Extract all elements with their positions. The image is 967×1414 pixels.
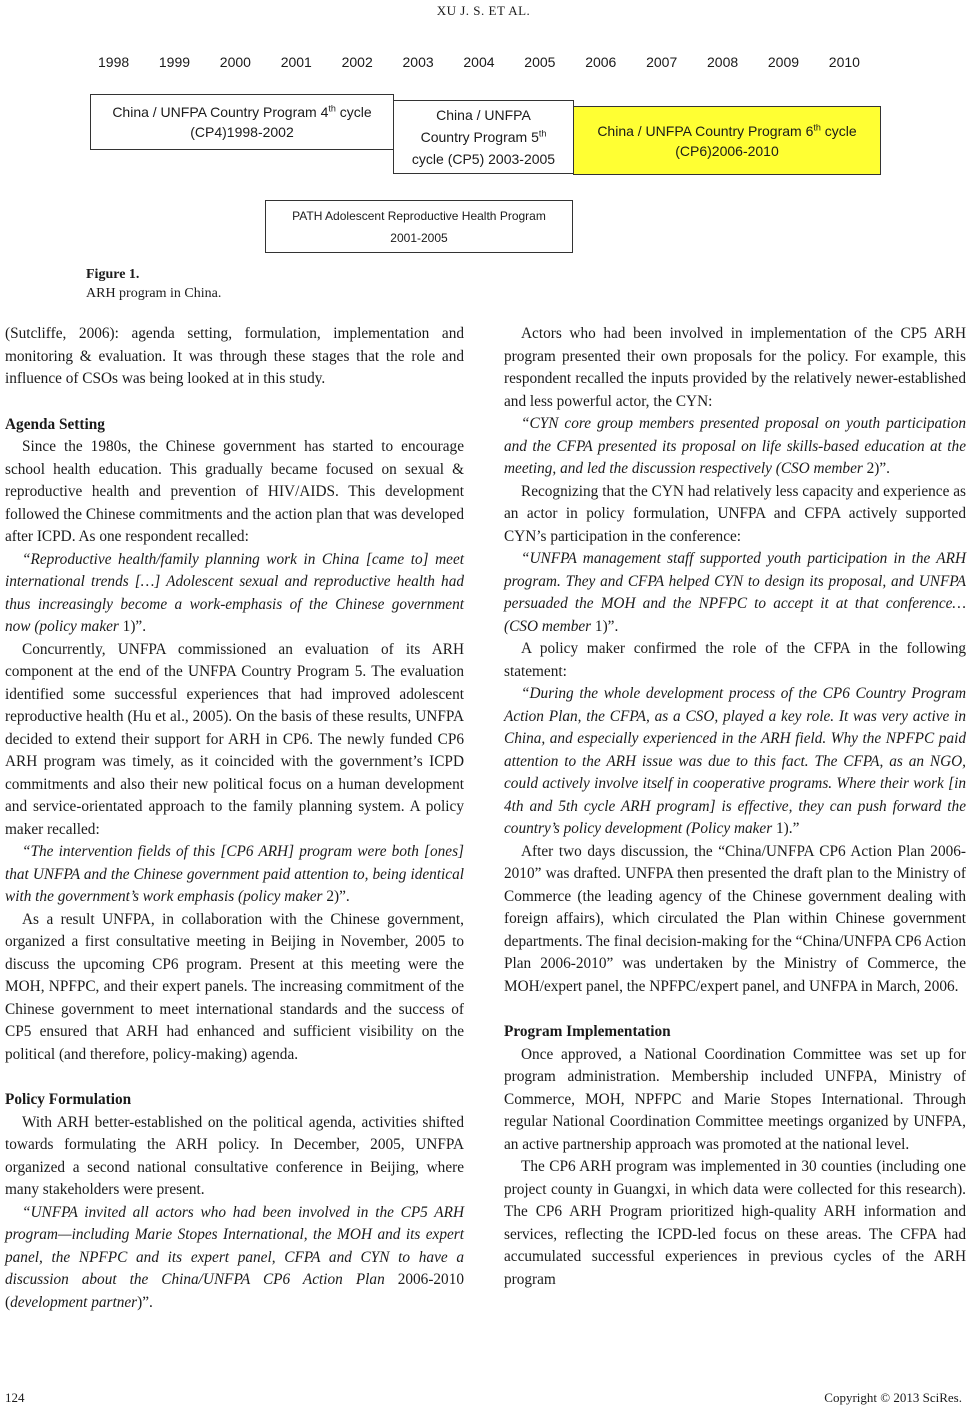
year-label: 2001 [280,54,312,70]
figure-timeline [0,0,967,260]
cp5-line3: cycle (CP5) 2003-2005 [411,151,556,167]
path-line2: 2001-2005 [390,230,448,245]
right-paragraph-6: The CP6 ARH program was implemented in 30 counties (including one project county in Guangxi, in which data were collected for this research). The CP6 ARH Program prioritized high-quality ARH information and services, reflecting the ICPD-led focus on these areas. The CFPA had accumulated successful experiences in previous cycles of the ARH program [504,1158,966,1288]
cp4-line1: China / UNFPA Country Program 4 [112,104,329,120]
right-paragraph-1: Actors who had been involved in implementation of the CP5 ARH program presented their own proposals for the policy. For example, this respondent recalled the inputs provided by the relatively newer-established and less powerful actor, the CYN: [504,325,966,410]
cp6-line1: China / UNFPA Country Program 6 [597,122,814,139]
cp6-line2: (CP6)2006-2010 [675,142,779,159]
left-paragraph-1: (Sutcliffe, 2006): agenda setting, formulation, implementation and monitoring & evaluation. It was through these stages that the role and influence of CSOs was being looked at in this study. [5,325,464,387]
path-line1: PATH Adolescent Reproductive Health Program [292,208,546,223]
right-paragraph-2: Recognizing that the CYN had relatively less capacity and experience as an actor in policy formulation, UNFPA and CFPA actively supported CYN’s participation in the conference: [504,482,966,545]
year-label: 2004 [463,54,495,70]
cp4-box [90,94,394,150]
year-label: 2002 [341,54,373,70]
cp5-line1: China / UNFPA [436,107,531,123]
cp6-box [573,106,881,175]
left-paragraph-2: Since the 1980s, the Chinese government has started to encourage school health education. This gradually became focused on sexual & reproductive health and prevention of HIV/AIDS. This development followed the Chinese commitments and the action plan that was developed after ICPD. As one respondent recalled: [5,438,464,545]
year-label: 2003 [402,54,434,70]
heading-agenda-setting: Agenda Setting [5,415,105,433]
left-column [5,323,464,1314]
year-label: 2008 [707,54,739,70]
year-label: 2006 [585,54,617,70]
year-label: 1999 [158,54,191,70]
copyright-notice: Copyright © 2013 SciRes. [824,1390,962,1405]
cp4-sup: th [328,103,336,114]
left-quote-3: “UNFPA invited all actors who had been involved in the CP5 ARH program—including Marie Stopes International, the MOH and its expert panel, the NPFPC and its expert panel, CFPA and CYN to have a discussion about the China/UNFPA CP6 Action Plan 2006-2010 (development partner)”. [5,1203,465,1311]
year-label: 1998 [98,54,130,70]
heading-policy-formulation: Policy Formulation [5,1091,132,1108]
cp6-sup: th [813,121,821,132]
right-paragraph-3: A policy maker confirmed the role of the CFPA in the following statement: [504,640,966,680]
right-quote-2: “UNFPA management staff supported youth participation in the ARH program. They and CFPA helped CYN to design its proposal, and UNFPA persuaded the MOH and the NPFPC to accept it at that conference… (CSO member 1)”. [504,550,966,635]
heading-program-implementation: Program Implementation [504,1023,671,1040]
left-paragraph-3: Concurrently, UNFPA commissioned an evaluation of its ARH component at the end of the UNFPA Country Program 5. The evaluation identified some successful experiences that had improved adolescent reproductive health (Hu et al., 2005). On the basis of these results, UNFPA decided to extend their support for ARH in CP6. The newly funded CP6 ARH program was timely, as it coincided with the government’s ICPD commitments and also their new political focus on a human development and service-orientated approach to the family planning system. A policy maker recalled: [5,640,464,838]
right-quote-1: “CYN core group members presented proposal on youth participation and the CFPA presented its proposal on life skills-based education at the meeting, and led the discussion respectively (CSO member 2)”. [504,415,966,477]
cp5-sup: th [538,128,547,139]
left-quote-2: “The intervention fields of this [CP6 ARH] program were both [ones] that UNFPA and the Chinese government paid attention to, being identical with the government’s work emphasis (policy maker 2)”. [5,843,464,905]
year-label: 2010 [828,54,860,70]
left-quote-1: “Reproductive health/family planning work in China [came to] meet international trends […] Adolescent sexual and reproductive health had thus increasingly become a work-emphasis of the Chinese government now (policy maker 1)”. [5,550,464,635]
figure-caption [86,265,221,303]
year-label: 2007 [646,54,678,70]
right-paragraph-4: After two days discussion, the “China/UNFPA CP6 Action Plan 2006-2010” was drafted. UNFPA then presented the draft plan to the Ministry of Commerce (the leading agency of the Chinese government dealing with foreign affairs), which circulated the Plan within Chinese government departments. The final decision-making for the “China/UNFPA CP6 Action Plan 2006-2010” was undertaken by the Ministry of Commerce, the MOH/expert panel, the NPFPC/expert panel, and UNFPA in March, 2006. [504,842,966,995]
cp4-line1-post: cycle [335,104,372,120]
cp5-line2: Country Program 5 [420,129,539,145]
figure-caption-text: ARH program in China. [86,286,222,301]
cp6-line1-post: cycle [820,122,857,139]
figure-caption-label: Figure 1. [86,267,140,282]
left-paragraph-5: With ARH better-established on the political agenda, activities shifted towards formulating the ARH policy. In December, 2005, UNFPA organized a second national consultative conference in Beijing, where many stakeholders were present. [5,1113,464,1198]
cp5-box [393,100,574,174]
year-label: 2009 [767,54,800,70]
right-column [504,323,966,1291]
year-label: 2005 [524,54,556,70]
right-paragraph-5: Once approved, a National Coordination Committee was set up for program administration. Membership included UNFPA, Ministry of Commerce, MOH, NPFPC and Marie Stopes International. Through regular National Coordination Committee meetings organized by UNFPA, an active partnership approach was promoted at the national level. [504,1045,966,1153]
running-head: XU J. S. ET AL. [436,3,531,18]
path-box [265,200,573,253]
left-paragraph-4: As a result UNFPA, in collaboration with the Chinese government, organized a first consultative meeting in Beijing in November, 2005 to discuss the upcoming CP6 program. Present at this meeting were the MOH, NPFPC, and their expert panels. The increasing commitment of the Chinese government to meet international standards and the success of CP5 ensured that ARH had enhanced and sufficient visibility on the political (and therefore, policy-making) agenda. [5,910,464,1063]
page-number: 124 [5,1390,25,1405]
right-quote-3: “During the whole development process of the CP6 Country Program Action Plan, the CFPA, as a CSO, played a key role. It was very active in China, and especially experienced in the ARH field. Why the NPFPC paid attention to the ARH issue was due to this fact. The CFPA, as an NGO, could actively involve itself in cooperative programs. Where their work [in 4th and 5th cycle ARH program] is effective, they can push forward the country’s policy development (Policy maker 1).” [504,685,966,837]
year-label: 2000 [219,54,251,70]
cp4-line2: (CP4)1998-2002 [190,124,294,140]
